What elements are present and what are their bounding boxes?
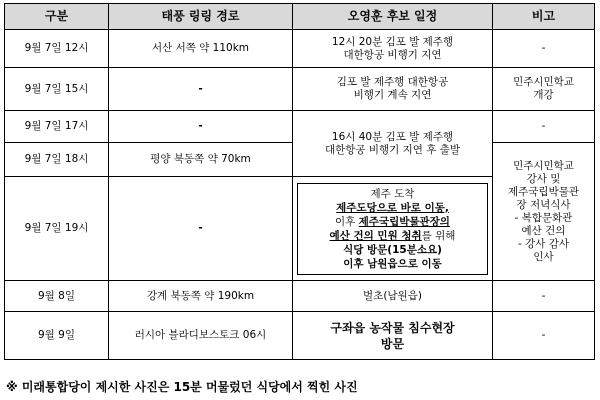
note-cell (493, 143, 595, 281)
path-cell: - (109, 68, 293, 111)
jeju-line-party-office: 제주도당으로 바로 이동, (336, 201, 449, 214)
jeju-line-museum (300, 215, 485, 229)
time-cell: 9월 7일 12시 (5, 30, 109, 68)
schedule-table (4, 3, 595, 360)
schedule-text: 김포 발 제주행 대한항공 비행기 계속 지연 (336, 76, 449, 101)
time-cell: 9월 7일 19시 (5, 177, 109, 281)
schedule-cell (293, 312, 493, 360)
schedule-text: 구좌읍 농작물 침수현장 방문 (330, 320, 455, 351)
schedule-cell (293, 30, 493, 68)
header-remarks: 비고 (493, 4, 595, 30)
header-row (5, 4, 595, 30)
schedule-cell: 벌초(남원읍) (293, 281, 493, 312)
path-cell: 평양 북동쪽 약 70km (109, 143, 293, 177)
schedule-cell (293, 68, 493, 111)
note-text: 민주시민학교 개강 (513, 76, 574, 101)
jeju-line-restaurant: 식당 방문(15분소요) (343, 243, 442, 256)
note-cell: - (493, 111, 595, 143)
footnote: ※ 미래통합당이 제시한 사진은 15분 머물렀던 식당에서 찍힌 사진 (6, 380, 358, 394)
time-cell: 9월 9일 (5, 312, 109, 360)
jeju-line-museum-prefix: 이후 (335, 215, 359, 228)
jeju-line-namwon: 이후 남원읍으로 이동 (343, 257, 442, 270)
table-row (5, 30, 595, 68)
jeju-arrival-box (297, 183, 488, 275)
path-cell: 서산 서쪽 약 110km (109, 30, 293, 68)
path-cell: 강계 북동쪽 약 190km (109, 281, 293, 312)
path-cell: 러시아 블라디보스토크 06시 (109, 312, 293, 360)
time-cell: 9월 7일 15시 (5, 68, 109, 111)
schedule-text: 16시 40분 김포 발 제주행 대한항공 비행기 지연 후 출발 (324, 130, 461, 156)
jeju-line-budget-request: 예산 건의 민원 청취 (329, 229, 422, 242)
note-cell (493, 68, 595, 111)
table-row (5, 312, 595, 360)
time-cell: 9월 8일 (5, 281, 109, 312)
jeju-line-arrival: 제주 도착 (370, 187, 415, 200)
path-cell: - (109, 177, 293, 281)
schedule-cell (293, 111, 493, 177)
header-category: 구분 (5, 4, 109, 30)
time-cell: 9월 7일 18시 (5, 143, 109, 177)
schedule-cell (293, 177, 493, 281)
header-candidate-schedule: 오영훈 후보 일정 (293, 4, 493, 30)
note-cell: - (493, 312, 595, 360)
schedule-text: 12시 20분 김포 발 제주행 대한항공 비행기 지연 (331, 35, 454, 61)
time-cell: 9월 7일 17시 (5, 111, 109, 143)
table-row (5, 111, 595, 143)
note-text: 민주시민학교 강사 및 제주국립박물관 장 저녁식사 - 복합문화관 예산 건의 - 강사 감사 인사 (507, 159, 579, 263)
jeju-line-budget-suffix: 를 위해 (421, 229, 456, 242)
jeju-line-budget (300, 229, 485, 243)
path-cell: - (109, 111, 293, 143)
jeju-line-museum-director: 제주국립박물관장의 (358, 215, 450, 228)
note-cell: - (493, 281, 595, 312)
table-row (5, 281, 595, 312)
note-cell: - (493, 30, 595, 68)
header-typhoon-path: 태풍 링링 경로 (109, 4, 293, 30)
table-row (5, 68, 595, 111)
